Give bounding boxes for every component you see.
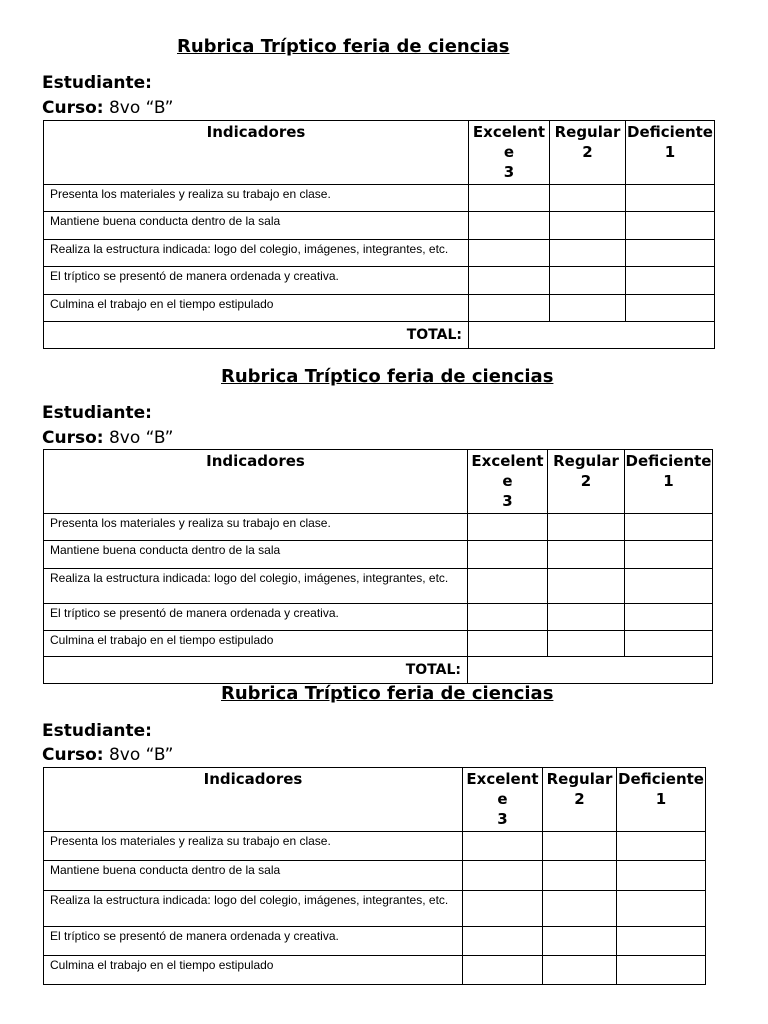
score-cell-deficient[interactable] <box>617 956 706 985</box>
table-row <box>44 295 715 322</box>
table-row <box>44 956 706 985</box>
score-cell-excellent[interactable] <box>463 956 543 985</box>
table-row <box>44 891 706 927</box>
score-cell-excellent[interactable] <box>468 631 548 657</box>
deficient-header <box>617 768 706 832</box>
score-cell-deficient[interactable] <box>626 240 715 267</box>
table-row <box>44 267 715 295</box>
excellent-score: 3 <box>502 492 513 510</box>
score-cell-deficient[interactable] <box>617 891 706 927</box>
excellent-header <box>468 450 548 514</box>
student-label-text: Estudiante: <box>42 403 152 423</box>
indicators-header: Indicadores <box>44 768 463 832</box>
table-row <box>44 604 713 631</box>
regular-header <box>550 121 626 185</box>
score-cell-excellent[interactable] <box>463 927 543 956</box>
table-row <box>44 212 715 240</box>
regular-word: Regular <box>553 452 619 470</box>
excellent-header <box>463 768 543 832</box>
deficient-word: Deficiente <box>625 452 712 470</box>
indicator-cell: El tríptico se presentó de manera ordenada y creativa. <box>44 927 463 956</box>
rubric-table <box>43 449 713 684</box>
rubric-table <box>43 767 706 985</box>
indicators-header: Indicadores <box>44 450 468 514</box>
score-cell-regular[interactable] <box>543 927 617 956</box>
table-row <box>44 240 715 267</box>
regular-score: 2 <box>574 790 585 808</box>
score-cell-deficient[interactable] <box>626 212 715 240</box>
course-value: 8vo “B” <box>103 745 174 765</box>
total-value-cell[interactable] <box>468 657 713 684</box>
deficient-word: Deficiente <box>627 123 713 141</box>
score-cell-deficient[interactable] <box>625 631 713 657</box>
deficient-score: 1 <box>663 472 674 490</box>
score-cell-regular[interactable] <box>543 891 617 927</box>
excellent-word: Excelent e <box>472 123 546 161</box>
score-cell-deficient[interactable] <box>625 604 713 631</box>
score-cell-regular[interactable] <box>548 631 625 657</box>
score-cell-excellent[interactable] <box>468 541 548 569</box>
deficient-word: Deficiente <box>618 770 704 788</box>
score-cell-deficient[interactable] <box>617 927 706 956</box>
indicator-cell: Culmina el trabajo en el tiempo estipulado <box>44 295 469 322</box>
student-label <box>42 403 152 423</box>
score-cell-regular[interactable] <box>550 267 626 295</box>
score-cell-excellent[interactable] <box>468 604 548 631</box>
course-value: 8vo “B” <box>103 98 174 118</box>
regular-header <box>543 768 617 832</box>
indicator-cell: Presenta los materiales y realiza su trabajo en clase. <box>44 832 463 861</box>
indicator-cell: Culmina el trabajo en el tiempo estipulado <box>44 956 463 985</box>
total-row <box>44 322 715 349</box>
score-cell-excellent[interactable] <box>468 514 548 541</box>
course-line <box>42 98 173 118</box>
rubric-title: Rubrica Tríptico feria de ciencias <box>221 683 554 704</box>
score-cell-excellent[interactable] <box>468 569 548 604</box>
table-row <box>44 569 713 604</box>
table-row <box>44 927 706 956</box>
indicator-cell: Realiza la estructura indicada: logo del colegio, imágenes, integrantes, etc. <box>44 569 468 604</box>
score-cell-regular[interactable] <box>548 604 625 631</box>
student-label-text: Estudiante: <box>42 721 152 741</box>
score-cell-deficient[interactable] <box>625 514 713 541</box>
excellent-word: Excelent e <box>466 770 539 808</box>
indicator-cell: Mantiene buena conducta dentro de la sala <box>44 212 469 240</box>
score-cell-excellent[interactable] <box>469 240 550 267</box>
excellent-word: Excelent e <box>471 452 544 490</box>
course-value: 8vo “B” <box>103 428 174 448</box>
rubric-table <box>43 120 715 349</box>
score-cell-deficient[interactable] <box>626 295 715 322</box>
student-label <box>42 721 152 741</box>
indicator-cell: Culmina el trabajo en el tiempo estipulado <box>44 631 468 657</box>
course-label: Curso: <box>42 428 104 448</box>
score-cell-deficient[interactable] <box>626 185 715 212</box>
table-row <box>44 631 713 657</box>
rubric-title: Rubrica Tríptico feria de ciencias <box>177 36 510 57</box>
table-row <box>44 514 713 541</box>
indicator-cell: Realiza la estructura indicada: logo del colegio, imágenes, integrantes, etc. <box>44 240 469 267</box>
total-row <box>44 657 713 684</box>
course-line <box>42 428 173 448</box>
score-cell-excellent[interactable] <box>463 861 543 891</box>
student-label <box>42 73 152 93</box>
student-label-text: Estudiante: <box>42 73 152 93</box>
table-row <box>44 861 706 891</box>
regular-score: 2 <box>580 472 592 490</box>
excellent-score: 3 <box>497 810 508 828</box>
indicators-header: Indicadores <box>44 121 469 185</box>
score-cell-regular[interactable] <box>548 569 625 604</box>
score-cell-regular[interactable] <box>543 861 617 891</box>
score-cell-regular[interactable] <box>548 514 625 541</box>
header-row <box>44 768 706 832</box>
score-cell-regular[interactable] <box>543 956 617 985</box>
total-value-cell[interactable] <box>469 322 715 349</box>
score-cell-deficient[interactable] <box>625 569 713 604</box>
score-cell-regular[interactable] <box>550 240 626 267</box>
score-cell-deficient[interactable] <box>626 267 715 295</box>
indicator-cell: El tríptico se presentó de manera ordenada y creativa. <box>44 604 468 631</box>
score-cell-regular[interactable] <box>548 541 625 569</box>
score-cell-excellent[interactable] <box>463 832 543 861</box>
score-cell-regular[interactable] <box>550 212 626 240</box>
total-label: TOTAL: <box>44 657 468 684</box>
deficient-header <box>625 450 713 514</box>
indicator-cell: El tríptico se presentó de manera ordenada y creativa. <box>44 267 469 295</box>
score-cell-regular[interactable] <box>550 185 626 212</box>
score-cell-deficient[interactable] <box>617 861 706 891</box>
deficient-score: 1 <box>664 143 676 161</box>
score-cell-deficient[interactable] <box>625 541 713 569</box>
excellent-score: 3 <box>503 163 515 181</box>
score-cell-excellent[interactable] <box>469 212 550 240</box>
table-row <box>44 832 706 861</box>
regular-word: Regular <box>554 123 621 141</box>
header-row <box>44 121 715 185</box>
regular-score: 2 <box>582 143 593 161</box>
rubric-title: Rubrica Tríptico feria de ciencias <box>221 366 554 387</box>
table-row <box>44 541 713 569</box>
regular-word: Regular <box>546 770 613 788</box>
table-row <box>44 185 715 212</box>
course-label: Curso: <box>42 745 104 765</box>
score-cell-regular[interactable] <box>543 832 617 861</box>
deficient-score: 1 <box>655 790 667 808</box>
score-cell-regular[interactable] <box>550 295 626 322</box>
course-line <box>42 745 173 765</box>
score-cell-excellent[interactable] <box>469 185 550 212</box>
course-label: Curso: <box>42 98 104 118</box>
deficient-header <box>626 121 715 185</box>
indicator-cell: Presenta los materiales y realiza su trabajo en clase. <box>44 185 469 212</box>
score-cell-deficient[interactable] <box>617 832 706 861</box>
regular-header <box>548 450 625 514</box>
indicator-cell: Presenta los materiales y realiza su trabajo en clase. <box>44 514 468 541</box>
indicator-cell: Mantiene buena conducta dentro de la sala <box>44 861 463 891</box>
score-cell-excellent[interactable] <box>469 295 550 322</box>
total-label: TOTAL: <box>44 322 469 349</box>
header-row <box>44 450 713 514</box>
indicator-cell: Realiza la estructura indicada: logo del colegio, imágenes, integrantes, etc. <box>44 891 463 927</box>
score-cell-excellent[interactable] <box>469 267 550 295</box>
indicator-cell: Mantiene buena conducta dentro de la sala <box>44 541 468 569</box>
score-cell-excellent[interactable] <box>463 891 543 927</box>
excellent-header <box>469 121 550 185</box>
